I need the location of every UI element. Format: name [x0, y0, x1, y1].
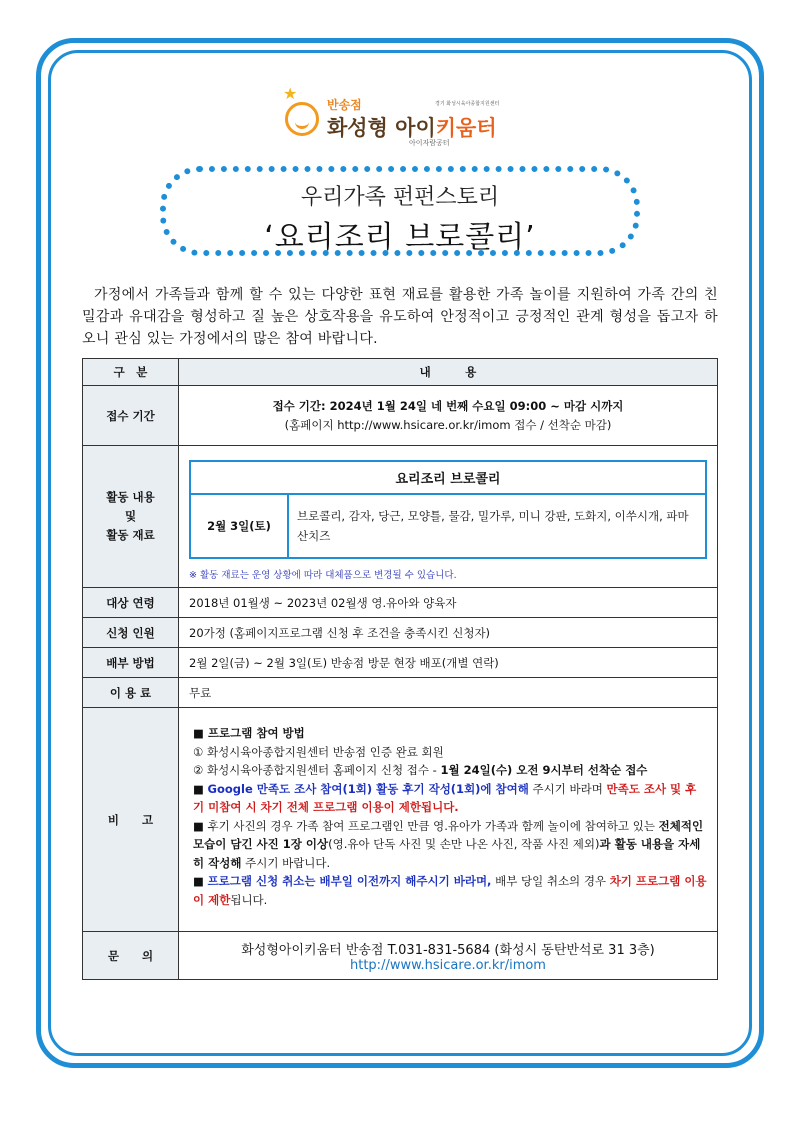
logo — [283, 84, 525, 152]
contact-label: 문 의 — [83, 932, 179, 980]
table-header-row — [83, 359, 718, 386]
row-age — [83, 588, 718, 618]
program-date: 2월 3일(토) — [190, 494, 288, 558]
info-table — [82, 358, 718, 980]
remark-item2 — [193, 761, 707, 780]
remarks-content — [179, 708, 718, 932]
star-icon: ★ — [283, 84, 298, 103]
remark-survey-red: 만족도 조사 및 후기 미참여 시 차기 전체 프로그램 이용이 제한됩니다. — [193, 781, 697, 814]
activity-label-3: 활동 재료 — [106, 528, 155, 542]
bullet-icon: ■ — [193, 726, 204, 740]
row-contact — [83, 932, 718, 980]
header-content: 내 용 — [179, 359, 718, 386]
logo-name-pre: 화성형 아이 — [327, 116, 436, 140]
program-name: 요리조리 브로콜리 — [190, 461, 706, 494]
reception-label: 접수 기간 — [83, 386, 179, 446]
title-line1: 우리가족 펀펀스토리 — [300, 185, 500, 210]
activity-label-1: 활동 내용 — [106, 490, 155, 504]
remark-photo — [193, 817, 707, 873]
remark-survey-mid: 주시기 바라며 — [528, 781, 607, 796]
remark-method-title: 프로그램 참여 방법 — [207, 726, 305, 740]
capacity-label: 신청 인원 — [83, 618, 179, 648]
remark-photo-c: (영.유아 단독 사진 및 손만 나온 사진, 작품 사진 제외) — [328, 837, 600, 851]
age-value: 2018년 01월생 ~ 2023년 02월생 영.유아와 양육자 — [179, 588, 718, 618]
remark-method — [193, 724, 707, 743]
remark-item2-a: ② 화성시육아종합지원센터 홈페이지 신청 접수 - — [193, 763, 441, 777]
activity-inner-table — [189, 460, 707, 559]
title-line2: ‘요리조리 브로콜리’ — [264, 220, 536, 255]
distribution-label: 배부 방법 — [83, 648, 179, 678]
activity-content — [179, 446, 718, 588]
distribution-value: 2월 2일(금) ~ 2월 3일(토) 반송점 방문 현장 배포(개별 연락) — [179, 648, 718, 678]
remark-photo-a: 후기 사진의 경우 가족 참여 프로그램인 만큼 영.유아가 가족과 함께 놀이에 참여하고 있는 — [207, 818, 659, 833]
row-fee — [83, 678, 718, 708]
remark-item1: ① 화성시육아종합지원센터 반송점 인증 완료 회원 — [193, 744, 444, 759]
activity-label-2: 및 — [124, 509, 137, 523]
remark-survey-blue: Google 만족도 조사 참여(1회) 활동 후기 작성(1회)에 참여해 — [207, 781, 529, 796]
remark-cancel — [193, 872, 707, 909]
program-materials: 브로콜리, 감자, 당근, 모양틀, 물감, 밀가루, 미니 강판, 도화지, 이쑤시개, 파마산치즈 — [288, 494, 706, 558]
remarks-label: 비 고 — [83, 708, 179, 932]
remark-photo-d: 과 활동 내용을 자세히 작성해 — [193, 837, 701, 870]
remark-photo-b: 전체적인 모습이 담긴 사진 1장 이상 — [193, 818, 704, 851]
fee-value: 무료 — [179, 678, 718, 708]
remark-cancel-blue: 프로그램 신청 취소는 배부일 이전까지 해주시기 바라며, — [207, 874, 492, 888]
logo-org: 경기 화성시육아종합지원센터 — [435, 101, 500, 107]
contact-address: 화성형아이키움터 반송점 T.031-831-5684 (화성시 동탄반석로 31 3층) — [241, 942, 655, 958]
row-distribution — [83, 648, 718, 678]
title-box — [160, 166, 640, 256]
remark-photo-e: 주시기 바랍니다. — [241, 855, 331, 870]
age-label: 대상 연령 — [83, 588, 179, 618]
logo-branch: 반송점 — [327, 98, 362, 112]
bullet-icon: ■ — [193, 874, 204, 888]
row-reception — [83, 386, 718, 446]
intro-paragraph: 가정에서 가족들과 함께 할 수 있는 다양한 표현 재료를 활용한 가족 놀이를 지원하여 가족 간의 친밀감과 유대감을 형성하고 질 높은 상호작용을 유도하여 안정적이고 긍정적인 관계 형성을 돕고자 하오니 관심 있는 가정에서의 많은 참여 바랍니다. — [82, 287, 718, 347]
bullet-icon: ■ — [193, 781, 204, 796]
header-category: 구 분 — [83, 359, 179, 386]
logo-name-accent: 키움터 — [435, 116, 497, 140]
fee-label: 이 용 료 — [83, 678, 179, 708]
reception-content — [179, 386, 718, 446]
capacity-value: 20가정 (홈페이지프로그램 신청 후 조건을 충족시킨 신청자) — [179, 618, 718, 648]
activity-label — [83, 446, 179, 588]
row-remarks — [83, 708, 718, 932]
smile-face-icon — [285, 102, 319, 136]
remark-item2-b: 1월 24일(수) 오전 9시부터 선착순 접수 — [440, 763, 648, 777]
logo-tagline: 아이자람공터 — [409, 139, 450, 147]
remark-cancel-end: 됩니다. — [230, 892, 268, 907]
reception-period: 접수 기간: 2024년 1월 24일 네 번째 수요일 09:00 ~ 마감 시까지 — [272, 399, 624, 413]
remark-cancel-mid: 배부 당일 취소의 경우 — [491, 874, 610, 888]
contact-content — [179, 932, 718, 980]
contact-link[interactable]: http://www.hsicare.or.kr/imom — [350, 957, 546, 973]
row-activity — [83, 446, 718, 588]
bullet-icon: ■ — [193, 818, 204, 833]
reception-method: (홈페이지 http://www.hsicare.or.kr/imom 접수 / 선착순 마감) — [284, 418, 612, 432]
remark-cancel-red: 차기 프로그램 이용이 제한 — [193, 874, 707, 907]
material-note: ※ 활동 재료는 운영 상황에 따라 대체품으로 변경될 수 있습니다. — [189, 570, 457, 581]
row-capacity — [83, 618, 718, 648]
remark-survey — [193, 780, 707, 817]
